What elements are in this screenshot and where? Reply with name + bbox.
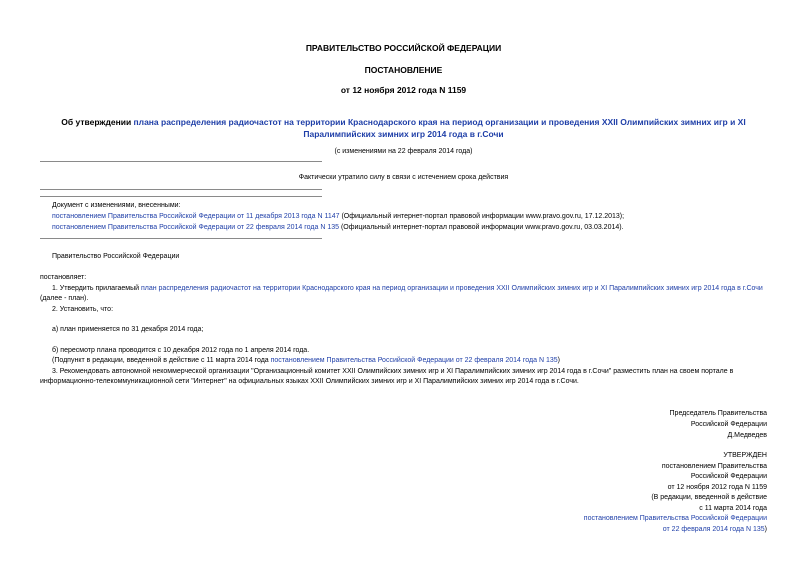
approved-line: от 12 ноября 2012 года N 1159 xyxy=(667,483,767,491)
paragraph-3: 3. Рекомендовать автономной некоммерческой организации "Организационный комитет XXII Олимпийских зимних игр и XI Паралимпийских зимних игр 2014 года в г.Сочи" разместить план на своем портале в информационно-телекоммуникационной сети "Интернет" на официальных языках XXII Олимпийских зимних игр и XI Паралимпийских зимних игр 2014 года в г.Сочи. xyxy=(40,368,734,385)
paragraph-2a: а) план применяется по 31 декабря 2014 года; xyxy=(52,326,204,333)
paragraph-1: 1. Утвердить прилагаемый план распределения радиочастот на территории Краснодарского края на период организации и проведения XXII Олимпийских зимних игр и XI Паралимпийских зимних игр 2014 года в г.Сочи (далее - план). xyxy=(40,285,763,302)
plan-link[interactable]: план распределения радиочастот на территории Краснодарского края на период организации и проведения XXII Олимпийских зимних игр и XI Паралимпийских зимних игр 2014 года в г.Сочи xyxy=(140,285,763,292)
separator-line xyxy=(40,196,322,197)
doc-title-prefix: Об утверждении xyxy=(61,117,134,127)
org-heading: ПРАВИТЕЛЬСТВО РОССИЙСКОЙ ФЕДЕРАЦИИ xyxy=(305,43,502,53)
government-line: Правительство Российской Федерации xyxy=(52,253,180,260)
doc-title xyxy=(40,116,767,140)
approved-link[interactable]: постановлением Правительства Российской Федерации xyxy=(583,515,767,522)
amendment-item: постановлением Правительства Российской Федерации от 11 декабря 2013 года N 1147 (Официальный интернет-портал правовой информации www.pravo.gov.ru, 17.12.2013); xyxy=(52,213,625,220)
signature-block xyxy=(467,409,767,440)
doc-date-number: от 12 ноября 2012 года N 1159 xyxy=(340,85,467,95)
approved-heading: УТВЕРЖДЕН xyxy=(723,452,767,459)
signature-country: Российской Федерации xyxy=(690,421,767,428)
separator-line xyxy=(40,161,322,162)
doc-type-heading: ПОСТАНОВЛЕНИЕ xyxy=(364,65,443,75)
signature-position: Председатель Правительства xyxy=(669,410,767,417)
paragraph-2: 2. Установить, что: xyxy=(52,306,114,313)
doc-title-link[interactable]: плана распределения радиочастот на территории Краснодарского края на период организации и проведения XXII Олимпийских зимних игр и XI Паралимпийских зимних игр 2014 года в г.Сочи xyxy=(133,117,746,139)
amendment-link[interactable]: постановлением Правительства Российской Федерации от 11 декабря 2013 года N 1147 xyxy=(52,213,340,220)
paragraph-2b: б) пересмотр плана проводится с 10 декабря 2012 года по 1 апреля 2014 года. xyxy=(52,347,310,354)
approved-line: (В редакции, введенной в действие xyxy=(651,494,767,501)
approved-line: Российской Федерации xyxy=(690,473,767,480)
amendment-link[interactable]: постановлением Правительства Российской Федерации от 22 февраля 2014 года N 135 xyxy=(52,224,339,231)
decrees-line: постановляет: xyxy=(40,274,87,281)
separator-line xyxy=(40,238,322,239)
signature-name: Д.Медведев xyxy=(727,432,767,439)
paragraph-2b-note: (Подпункт в редакции, введенной в действие с 11 марта 2014 года постановлением Правительства Российской Федерации от 22 февраля 2014 года N 135) xyxy=(52,357,560,364)
approved-link[interactable]: от 22 февраля 2014 года N 135 xyxy=(662,525,765,533)
separator-line xyxy=(40,189,322,190)
approved-block: УТВЕРЖДЕН постановлением Правительства Российской Федерации от 12 ноября 2012 года N 1159 (В редакции, введенной в действие с 11 марта 2014 года постановлением Правительства Российской Федерации от 22 февраля 2014 года N 135) xyxy=(467,451,767,535)
approved-line: с 11 марта 2014 года xyxy=(699,504,767,512)
amendments-intro: Документ с изменениями, внесенными: xyxy=(52,202,181,209)
approved-line: постановлением Правительства xyxy=(661,462,767,470)
invalid-note: Фактически утратило силу в связи с истечением срока действия xyxy=(298,174,509,181)
changes-note: (с изменениями на 22 февраля 2014 года) xyxy=(334,148,473,155)
amendment-item: постановлением Правительства Российской Федерации от 22 февраля 2014 года N 135 (Официальный интернет-портал правовой информации www.pravo.gov.ru, 03.03.2014). xyxy=(52,224,624,231)
amendment-note-link[interactable]: постановлением Правительства Российской Федерации от 22 февраля 2014 года N 135 xyxy=(270,357,558,364)
